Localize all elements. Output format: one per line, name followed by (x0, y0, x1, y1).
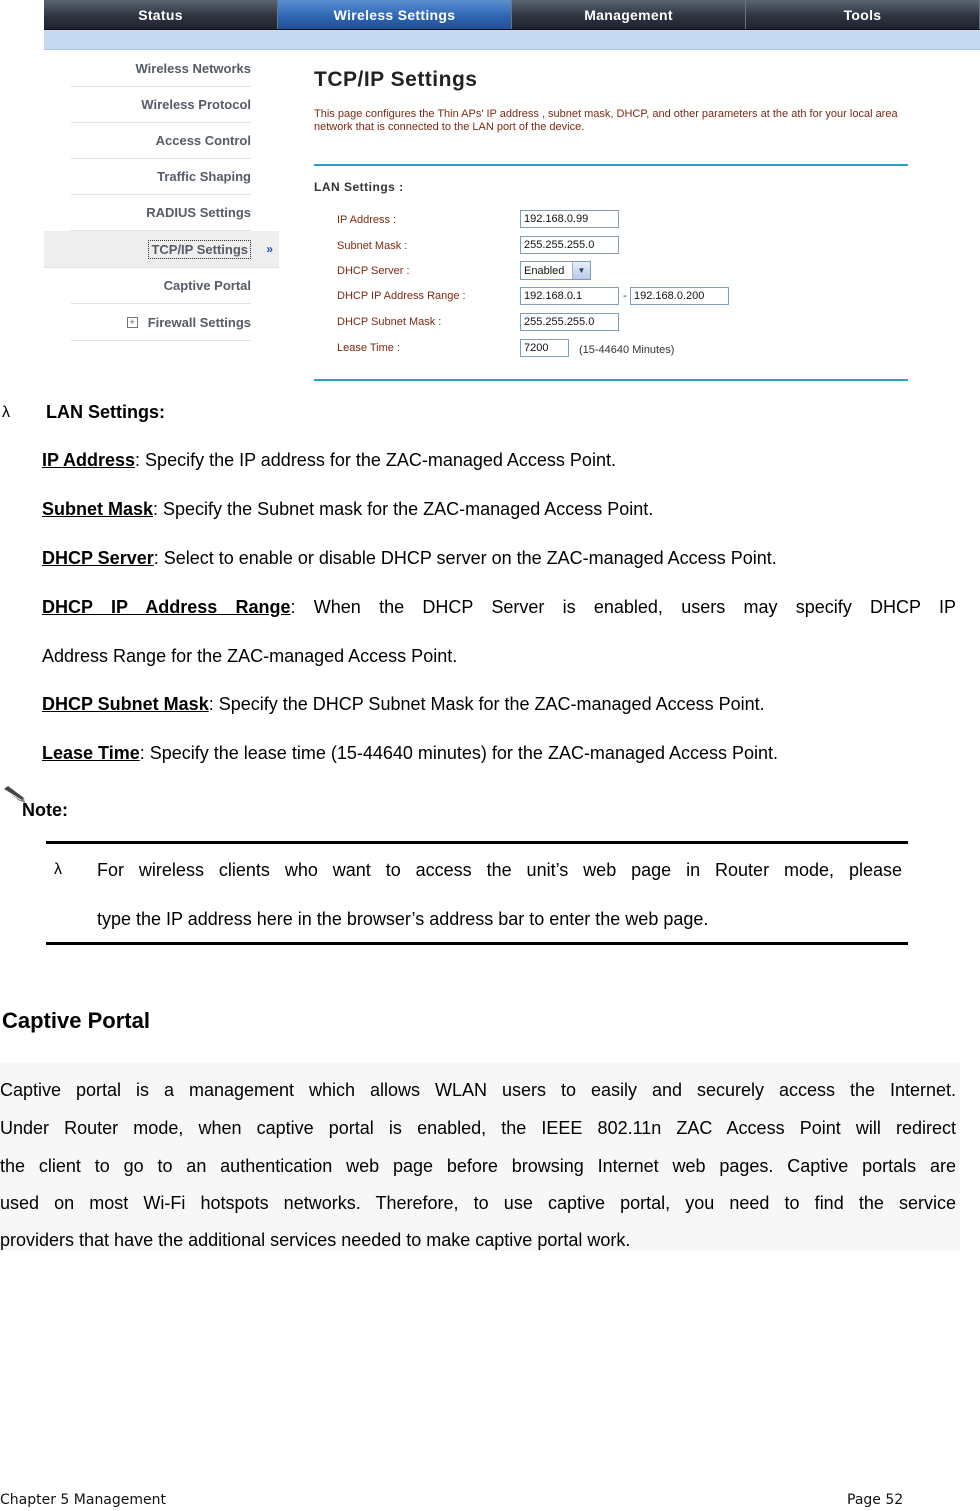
menu-item-tcpip-settings[interactable] (44, 231, 279, 268)
definition: : Specify the Subnet mask for the ZAC-managed Access Point. (153, 499, 654, 519)
dhcp-server-paragraph (42, 548, 777, 568)
definition: : Specify the lease time (15-44640 minutes) for the ZAC-managed Access Point. (139, 743, 779, 763)
note-bullet: λ (54, 861, 62, 878)
captive-line-5: providers that have the additional services needed to make captive portal work. (0, 1230, 631, 1250)
captive-line-4: used on most Wi-Fi hotspots networks. Therefore, to use captive portal, you need to find the service (0, 1193, 956, 1213)
term: DHCP Subnet Mask (42, 694, 209, 714)
dhcp-range-paragraph (42, 597, 956, 617)
menu-item-firewall-settings[interactable] (71, 304, 251, 341)
term: DHCP Server (42, 548, 154, 568)
tab-wireless-settings[interactable]: Wireless Settings (278, 0, 512, 29)
note-top-rule (46, 841, 908, 844)
captive-portal-text-block (0, 1063, 960, 1251)
tab-management[interactable]: Management (512, 0, 746, 29)
captive-line-1: Captive portal is a management which allows WLAN users to easily and securely access the Internet. (0, 1080, 956, 1100)
dhcp-range-label: DHCP IP Address Range : (337, 290, 466, 302)
bullet-symbol: λ (2, 404, 10, 421)
tab-status[interactable]: Status (44, 0, 278, 29)
note-label: Note: (22, 800, 68, 820)
definition: : When the DHCP Server is enabled, users may specify DHCP IP (290, 597, 956, 617)
lan-settings-heading: LAN Settings: (46, 402, 165, 422)
note-text-line-2: type the IP address here in the browser’s address bar to enter the web page. (97, 909, 709, 929)
range-separator: - (623, 290, 627, 302)
subnet-mask-input[interactable]: 255.255.255.0 (520, 236, 619, 254)
menu-item-captive-portal[interactable] (71, 267, 251, 304)
section-title: LAN Settings : (314, 180, 404, 194)
term: Subnet Mask (42, 499, 154, 519)
router-screenshot (44, 0, 980, 384)
menu-label: Wireless Protocol (141, 96, 251, 112)
footer-chapter: Chapter 5 Management (0, 1492, 167, 1508)
dhcp-subnet-mask-paragraph (42, 694, 765, 714)
ip-address-label: IP Address : (337, 214, 397, 226)
subnet-mask-paragraph (42, 499, 653, 519)
dhcp-range-start-input[interactable]: 192.168.0.1 (520, 287, 619, 305)
sub-bar (44, 30, 980, 50)
dhcp-subnet-mask-label: DHCP Subnet Mask : (337, 316, 442, 328)
ip-address-paragraph (42, 450, 616, 470)
menu-item-wireless-protocol[interactable] (71, 86, 251, 123)
menu-label: RADIUS Settings (146, 204, 251, 220)
term: Lease Time (42, 743, 140, 763)
dhcp-server-value: Enabled (524, 264, 565, 277)
captive-line-3: the client to go to an authentication web page before browsing Internet web pages. Captive portals are (0, 1156, 956, 1176)
menu-label: Captive Portal (163, 277, 251, 293)
menu-item-traffic-shaping[interactable] (71, 158, 251, 195)
lease-time-paragraph (42, 743, 778, 763)
menu-item-access-control[interactable] (71, 122, 251, 159)
lease-time-input[interactable]: 7200 (520, 339, 569, 357)
dhcp-server-label: DHCP Server : (337, 265, 410, 277)
dhcp-server-select[interactable] (520, 261, 591, 280)
dhcp-range-paragraph-cont: Address Range for the ZAC-managed Access Point. (42, 646, 458, 666)
side-menu (44, 50, 279, 384)
footer-page-number: Page 52 (847, 1492, 904, 1508)
top-nav (44, 0, 980, 30)
divider (314, 379, 908, 381)
menu-label: Access Control (155, 132, 251, 148)
captive-line-2: Under Router mode, when captive portal is enabled, the IEEE 802.11n ZAC Access Point will redirect (0, 1118, 956, 1138)
expand-plus-icon[interactable]: + (127, 317, 138, 328)
divider (314, 164, 908, 166)
captive-portal-heading: Captive Portal (2, 1008, 150, 1033)
page-title: TCP/IP Settings (314, 68, 478, 91)
dhcp-range-end-input[interactable]: 192.168.0.200 (630, 287, 729, 305)
definition: : Specify the IP address for the ZAC-managed Access Point. (135, 450, 616, 470)
note-bottom-rule (46, 942, 908, 945)
lease-time-hint: (15-44640 Minutes) (579, 344, 675, 356)
menu-item-wireless-networks[interactable] (71, 50, 251, 87)
menu-label: Wireless Networks (135, 60, 251, 76)
definition: : Specify the DHCP Subnet Mask for the ZAC-managed Access Point. (208, 694, 765, 714)
double-arrow-icon: » (266, 242, 273, 256)
chevron-down-icon[interactable]: ▼ (572, 262, 590, 279)
note-text-line-1: For wireless clients who want to access the unit’s web page in Router mode, please (97, 860, 902, 880)
dhcp-subnet-mask-input[interactable]: 255.255.255.0 (520, 313, 619, 331)
lease-time-label: Lease Time : (337, 342, 400, 354)
ip-address-input[interactable]: 192.168.0.99 (520, 210, 619, 228)
subnet-mask-label: Subnet Mask : (337, 240, 408, 252)
menu-item-radius-settings[interactable] (71, 194, 251, 231)
menu-label: Traffic Shaping (157, 168, 251, 184)
page-description: This page configures the Thin APs' IP address , subnet mask, DHCP, and other parameters at the ath for your local area network that is connected to the LAN port of the device. (314, 108, 898, 133)
tab-tools[interactable]: Tools (746, 0, 980, 29)
term: DHCP IP Address Range (42, 597, 291, 617)
definition: : Select to enable or disable DHCP server on the ZAC-managed Access Point. (153, 548, 777, 568)
settings-panel (314, 50, 914, 384)
menu-label: TCP/IP Settings (148, 240, 251, 259)
term: IP Address (42, 450, 136, 470)
menu-label: Firewall Settings (147, 314, 251, 330)
